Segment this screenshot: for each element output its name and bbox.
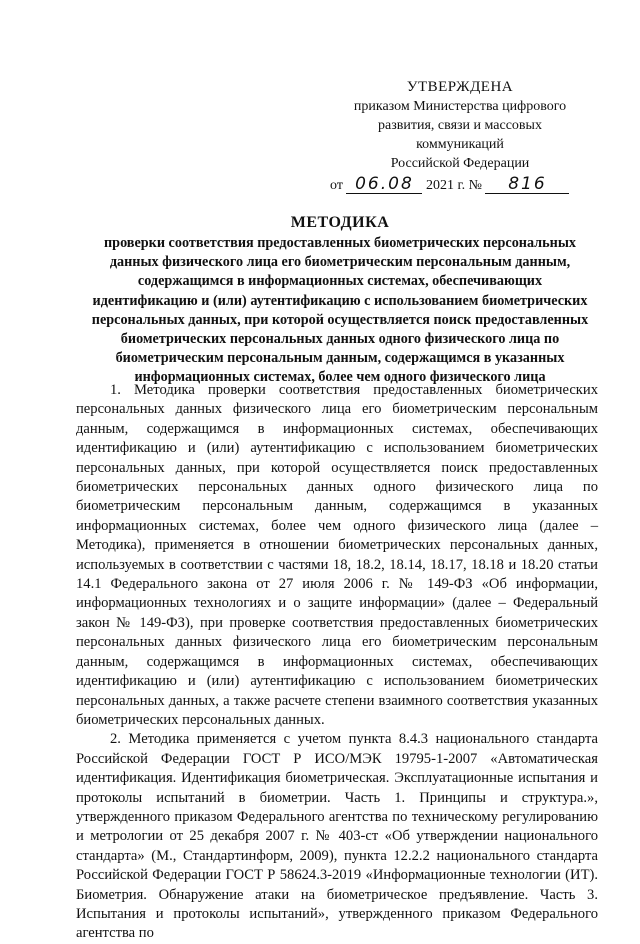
date-prefix: от — [330, 178, 343, 193]
title-main: МЕТОДИКА — [290, 214, 390, 231]
approval-line-2: развития, связи и массовых — [378, 118, 542, 133]
document-title — [86, 212, 594, 388]
handwritten-order-number: 816 — [485, 175, 569, 194]
title-subtitle: проверки соответствия предоставленных биометрических персональных данных физического лица его биометрическим персональным данным, содержащимся в информационных системах, обеспечивающих идентификацию и (или) аутентификацию с использованием биометрических персональных данных, при которой осуществляется поиск предоставленных биометрических персональных данных одного физического лица по биометрическим персональным данным, содержащимся в указанных информационных системах, более чем одного физического лица — [91, 235, 589, 386]
year-text: 2021 г. № — [425, 178, 482, 193]
approval-date-line — [330, 175, 590, 195]
approval-line-1: приказом Министерства цифрового — [353, 99, 567, 114]
approval-line-4: Российской Федерации — [390, 156, 530, 171]
paragraph-1: 1. Методика проверки соответствия предоставленных биометрических персональных данных физического лица его биометрическим персональным данным, содержащимся в информационных системах, обеспечивающих идентификацию и (или) аутентификацию с использованием биометрических персональных данных, при которой осуществляется поиск предоставленных биометрических персональных данных одного физического лица по биометрическим персональным данным, содержащимся в указанных информационных системах, более чем одного физического лица (далее – Методика), применяется в отношении биометрических персональных данных, используемых в соответствии с частями 18, 18.2, 18.14, 18.17, 18.18 и 18.20 статьи 14.1 Федерального закона от 27 июля 2006 г. № 149-ФЗ «Об информации, информационных технологиях и о защите информации» (далее – Федеральный закон № 149-ФЗ), при проверке соответствия предоставленных биометрических персональных данных физического лица его биометрическим персональным данным, содержащимся в информационных системах, обеспечивающих идентификацию и (или) аутентификацию с использованием биометрических персональных данных, а также расчете степени взаимного соответствия указанных биометрических персональных данных. — [76, 382, 598, 728]
approval-heading: УТВЕРЖДЕНА — [406, 79, 514, 95]
handwritten-date: 06.08 — [346, 175, 422, 194]
approval-block — [330, 78, 590, 195]
paragraph-2: 2. Методика применяется с учетом пункта 8.4.3 национального стандарта Российской Федерации ГОСТ Р ИСО/МЭК 19795-1-2007 «Автоматическая идентификация. Идентификация биометрическая. Эксплуатационные испытания и протоколы испытаний в биометрии. Часть 1. Принципы и структура.», утвержденного приказом Федерального агентства по техническому регулированию и метрологии от 25 декабря 2007 г. № 403-ст «Об утверждении национального стандарта» (М., Стандартинформ, 2009), пункта 12.2.2 национального стандарта Российской Федерации ГОСТ Р 58624.3-2019 «Информационные технологии (ИТ). Биометрия. Обнаружение атаки на биометрическое предъявление. Часть 3. Испытания и протоколы испытаний», утвержденного приказом Федерального агентства по — [76, 731, 598, 942]
document-body — [76, 381, 598, 944]
approval-line-3: коммуникаций — [416, 137, 504, 152]
